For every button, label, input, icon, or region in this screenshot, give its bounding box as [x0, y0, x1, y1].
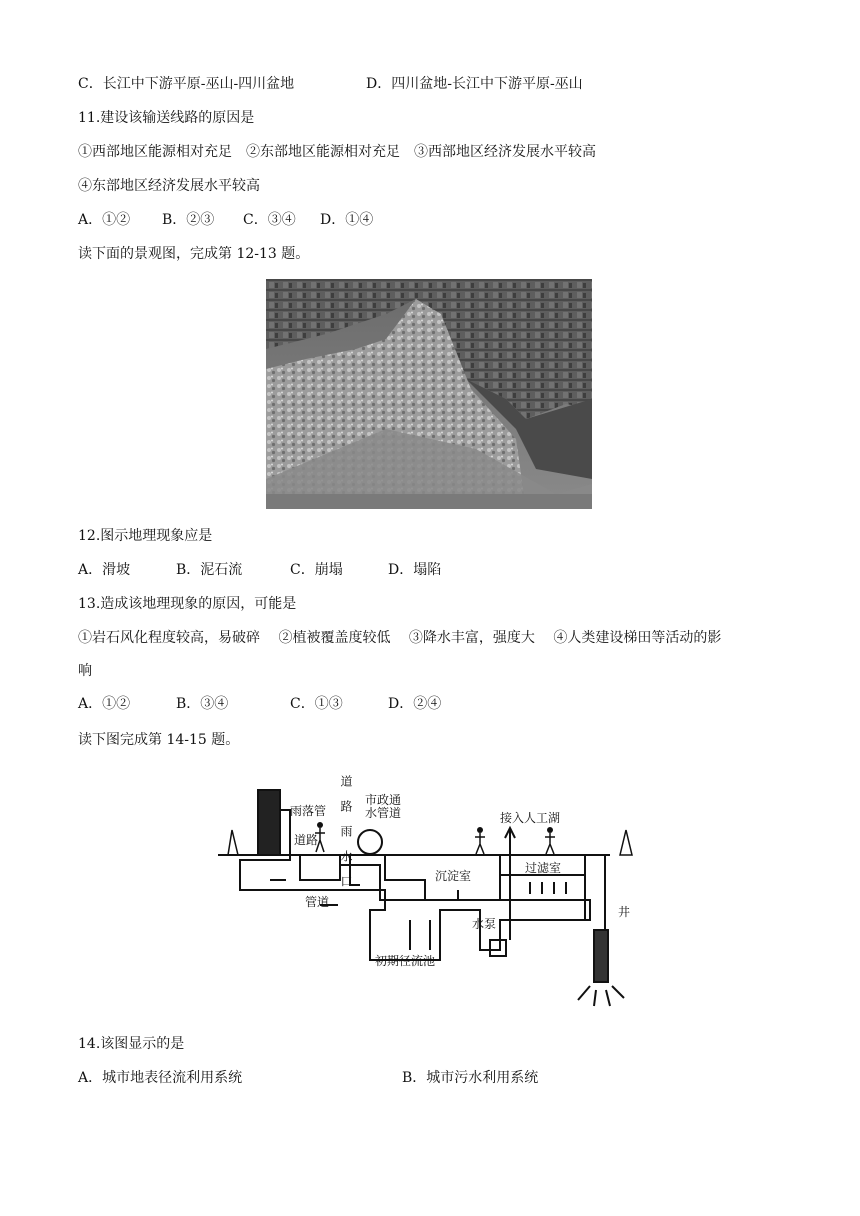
q11-stem: 11.建设该输送线路的原因是 [78, 110, 255, 126]
label-road: 道路 [294, 833, 319, 847]
label-well: 井 [618, 905, 631, 919]
q13-option-a: A．①② [78, 696, 131, 712]
label-artificial-lake: 接入人工湖 [500, 811, 561, 825]
q10-option-d: D．四川盆地-长江中下游平原-巫山 [366, 76, 583, 92]
q13-stem: 13.造成该地理现象的原因，可能是 [78, 596, 297, 612]
well-shaft [594, 930, 608, 982]
person-figure [317, 822, 323, 828]
q13-option-c: C．①③ [290, 696, 343, 712]
q11-statements-line1: ①西部地区能源相对充足 ②东部地区能源相对充足 ③西部地区经济发展水平较高 [78, 144, 596, 160]
landscape-photo [266, 279, 592, 509]
building [258, 790, 280, 855]
intro-12-13: 读下面的景观图，完成第 12-13 题。 [78, 246, 310, 262]
intro-14-15: 读下图完成第 14-15 题。 [78, 732, 240, 748]
q14-option-b: B．城市污水利用系统 [402, 1070, 539, 1086]
q13-statements-line2: 响 [78, 663, 92, 679]
label-filter: 过滤室 [525, 861, 562, 875]
label-rain-pipe: 雨落管 [290, 804, 327, 818]
q12-option-b: B．泥石流 [176, 562, 243, 578]
q11-option-b: B．②③ [162, 212, 215, 228]
q12-option-a: A．滑坡 [78, 562, 131, 578]
tree-left [228, 830, 238, 855]
q11-option-d: D．①④ [320, 212, 374, 228]
q11-option-a: A．①② [78, 212, 131, 228]
q10-option-c: C．长江中下游平原-巫山-四川盆地 [78, 76, 295, 92]
q14-option-a: A．城市地表径流利用系统 [78, 1070, 243, 1086]
q12-stem: 12.图示地理现象应是 [78, 528, 213, 544]
q12-option-d: D．塌陷 [388, 562, 442, 578]
label-road-inlet: 道路雨水口 [339, 775, 353, 887]
q11-option-c: C．③④ [243, 212, 296, 228]
q12-option-c: C．崩塌 [290, 562, 343, 578]
tree-right [620, 830, 632, 855]
q13-option-b: B．③④ [176, 696, 229, 712]
label-initial-runoff-pool: 初期径流池 [375, 954, 436, 968]
q13-statements-line1: ①岩石风化程度较高，易破碎 ②植被覆盖度较低 ③降水丰富，强度大 ④人类建设梯田等活动的影 [78, 630, 722, 646]
label-municipal-pipe: 市政通水管道 [365, 793, 402, 820]
q14-stem: 14.该图显示的是 [78, 1036, 185, 1052]
pump-box [490, 940, 506, 956]
q11-statements-line2: ④东部地区经济发展水平较高 [78, 178, 260, 194]
municipal-pipe-circle [358, 830, 382, 854]
label-pump: 水泵 [472, 917, 497, 931]
label-sedimentation: 沉淀室 [435, 869, 472, 883]
q13-option-d: D．②④ [388, 696, 442, 712]
rainwater-system-diagram [210, 760, 650, 1020]
label-pipe: 管道 [305, 895, 330, 909]
